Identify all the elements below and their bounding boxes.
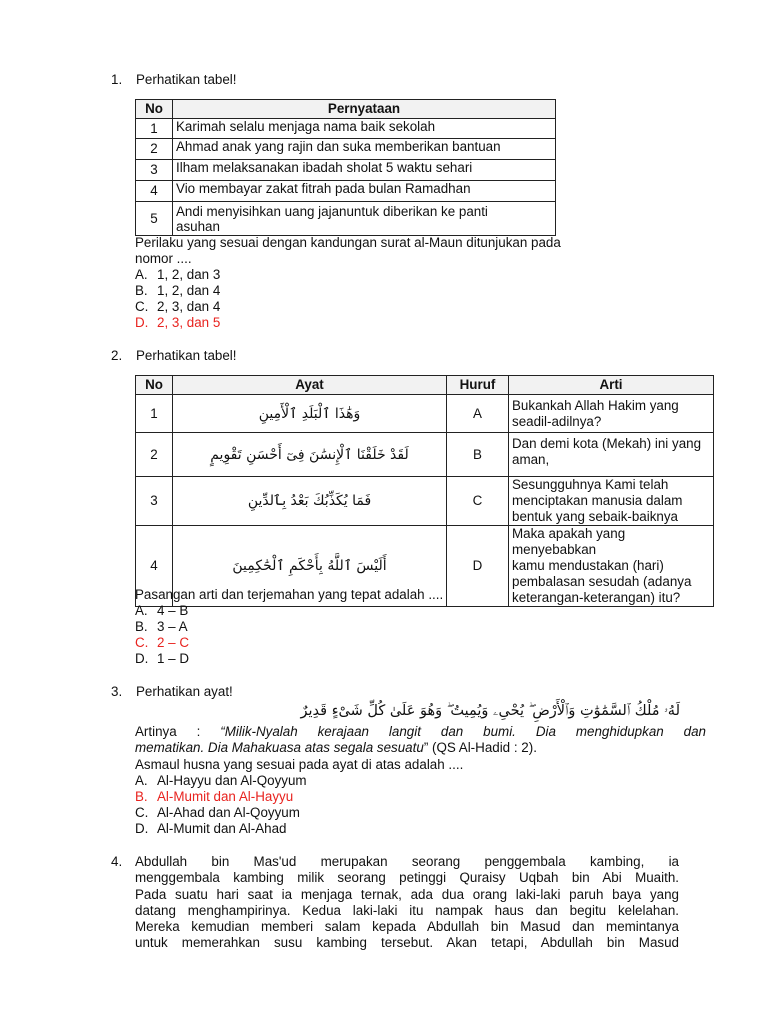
row-text: Ilham melaksanakan ibadah sholat 5 waktu sehari: [173, 160, 556, 181]
arti-line: Sesungguhnya Kami telah: [512, 477, 669, 492]
row-no: 3: [136, 477, 173, 526]
option-text: 4 – B: [157, 603, 189, 618]
question-text: Pasangan arti dan terjemahan yang tepat adalah ....: [135, 587, 444, 602]
option-d[interactable]: [135, 651, 189, 667]
question-number: 4.: [111, 854, 123, 869]
q3-ayat: لَهُۥ مُلْكُ ٱلسَّمَٰوَٰتِ وَٱلْأَرْضِ ۖ يُحْىِۦ وَيُمِيتُ ۖ وَهُوَ عَلَىٰ كُلِّ شَىْءٍ قَدِيرٌ: [300, 703, 680, 719]
paragraph-line: menggembala kambing milik seorang petinggi Quraisy Uqbah bin Abi Muaith.: [135, 870, 679, 886]
row-arti: [509, 526, 714, 607]
table-row: [136, 202, 556, 236]
artinya-text: mematikan. Dia Mahakuasa atas segala sesuatu: [135, 740, 424, 756]
arti-line: kamu mendustakan (hari): [512, 558, 664, 573]
arti-line: Maka apakah yang menyebabkan: [512, 526, 626, 557]
q4-paragraph: [135, 854, 679, 952]
table-row: [136, 160, 556, 181]
question-text: Perilaku yang sesuai dengan kandungan surat al-Maun ditunjukan pada: [135, 235, 561, 250]
row-huruf: D: [447, 526, 509, 607]
row-text-line: Andi menyisihkan uang jajanuntuk diberikan ke panti: [176, 203, 488, 219]
option-letter: B.: [135, 283, 148, 298]
option-a[interactable]: [135, 267, 220, 283]
header-ayat: Ayat: [173, 376, 447, 395]
artinya-line: [135, 724, 706, 740]
option-letter: C.: [135, 805, 149, 820]
row-text: Ahmad anak yang rajin dan suka memberikan bantuan: [173, 139, 556, 160]
row-huruf: A: [447, 395, 509, 433]
option-b[interactable]: [135, 283, 220, 299]
row-text: Vio membayar zakat fitrah pada bulan Ramadhan: [173, 181, 556, 202]
question-intro: Perhatikan tabel!: [136, 348, 237, 363]
option-letter: D.: [135, 821, 149, 836]
option-c[interactable]: [135, 299, 220, 315]
q3-artinya: [135, 724, 706, 773]
paragraph-line: datang menghampirinya. Kedua laki-laki itu nampak haus dan begitu kelelahan.: [135, 902, 679, 918]
option-letter: D.: [135, 315, 149, 330]
table-row: [136, 119, 556, 139]
option-a[interactable]: [135, 773, 307, 789]
table-row: [136, 139, 556, 160]
option-letter: D.: [135, 651, 149, 666]
row-huruf: C: [447, 477, 509, 526]
header-huruf: Huruf: [447, 376, 509, 395]
artinya-label: Artinya :: [135, 724, 201, 739]
question-text: nomor ....: [135, 251, 192, 267]
paragraph-line: Pada suatu hari saat ia menjaga ternak, ada dua orang laki-laki paruh baya yang: [135, 886, 679, 902]
paragraph-line: untuk memerahkan susu kambing tersebut. Akan tetapi, Abdullah bin Masud: [135, 935, 679, 951]
option-letter: C.: [135, 635, 149, 650]
option-letter: A.: [135, 603, 148, 618]
row-no: 5: [136, 202, 173, 236]
row-text: [173, 202, 556, 236]
row-ayat: فَمَا يُكَذِّبُكَ بَعْدُ بِٱلدِّينِ: [173, 477, 447, 526]
row-ayat: أَلَيْسَ ٱللَّهُ بِأَحْكَمِ ٱلْحَٰكِمِينَ: [173, 526, 447, 607]
arti-line: Dan demi kota (Mekah) ini yang: [512, 436, 702, 451]
paragraph-line: Mereka kemudian memberi salam kepada Abdullah bin Masud dan memintanya: [135, 919, 679, 935]
question-text: Asmaul husna yang sesuai pada ayat di atas adalah ....: [135, 756, 464, 772]
table-row: [136, 477, 714, 526]
q1-table: [135, 99, 556, 236]
artinya-line: [135, 740, 706, 756]
row-ayat: لَقَدْ خَلَقْنَا ٱلْإِنسَٰنَ فِىٓ أَحْسَنِ تَقْوِيمٍ: [173, 433, 447, 477]
row-text-line: asuhan: [176, 218, 220, 234]
option-d-answer[interactable]: [135, 315, 220, 331]
artinya-source: ” (QS Al-Hadid : 2).: [423, 740, 537, 756]
arti-line: keterangan-keterangan) itu?: [512, 590, 681, 605]
option-b[interactable]: [135, 619, 188, 635]
row-no: 1: [136, 119, 173, 139]
table-row: [136, 433, 714, 477]
option-c-answer[interactable]: [135, 635, 189, 651]
option-letter: C.: [135, 299, 149, 314]
question-number: 3.: [111, 684, 123, 699]
option-text: Al-Mumit dan Al-Hayyu: [157, 789, 294, 804]
header-arti: Arti: [509, 376, 714, 395]
option-letter: B.: [135, 789, 148, 804]
option-text: 2, 3, dan 5: [157, 315, 221, 330]
question-intro: Perhatikan ayat!: [136, 684, 233, 699]
q2-question: [135, 587, 443, 603]
option-text: 3 – A: [157, 619, 188, 634]
row-arti: [509, 477, 714, 526]
option-b-answer[interactable]: [135, 789, 293, 805]
option-letter: B.: [135, 619, 148, 634]
row-no: 4: [136, 181, 173, 202]
option-text: Al-Hayyu dan Al-Qoyyum: [157, 773, 307, 788]
option-text: 2 – C: [157, 635, 190, 650]
row-text: Karimah selalu menjaga nama baik sekolah: [173, 119, 556, 139]
row-no: 4: [136, 526, 173, 607]
row-no: 2: [136, 433, 173, 477]
option-text: Al-Ahad dan Al-Qoyyum: [157, 805, 300, 820]
arti-line: menciptakan manusia dalam: [512, 493, 683, 508]
option-c[interactable]: [135, 805, 300, 821]
arti-line: seadil-adilnya?: [512, 413, 602, 429]
arti-line: Bukankah Allah Hakim yang: [512, 397, 679, 413]
paragraph-line: Abdullah bin Mas'ud merupakan seorang penggembala kambing, ia: [135, 854, 679, 869]
option-d[interactable]: [135, 821, 287, 837]
option-text: 1, 2, dan 4: [157, 283, 221, 298]
row-huruf: B: [447, 433, 509, 477]
option-text: Al-Mumit dan Al-Ahad: [157, 821, 287, 836]
row-arti: [509, 433, 714, 477]
header-pernyataan: Pernyataan: [173, 100, 556, 119]
q1-question: [135, 235, 561, 268]
arti-line: aman,: [512, 452, 550, 467]
row-ayat: وَهَٰذَا ٱلْبَلَدِ ٱلْأَمِينِ: [173, 395, 447, 433]
row-arti: [509, 395, 714, 433]
option-text: 2, 3, dan 4: [157, 299, 221, 314]
artinya-text: “Milik-Nyalah kerajaan langit dan bumi. Dia menghidupkan dan: [220, 724, 706, 739]
table-row: [136, 181, 556, 202]
option-text: 1 – D: [157, 651, 190, 666]
question-number: 1.: [111, 72, 123, 87]
arti-line: bentuk yang sebaik-baiknya: [512, 509, 679, 524]
row-no: 1: [136, 395, 173, 433]
question-intro: Perhatikan tabel!: [136, 72, 237, 87]
q2-table: [135, 375, 714, 607]
option-text: 1, 2, dan 3: [157, 267, 221, 282]
header-no: No: [136, 100, 173, 119]
table-row: [136, 395, 714, 433]
header-no: No: [136, 376, 173, 395]
option-letter: A.: [135, 267, 148, 282]
row-no: 3: [136, 160, 173, 181]
arti-line: pembalasan sesudah (adanya: [512, 574, 692, 589]
question-number: 2.: [111, 348, 123, 363]
option-letter: A.: [135, 773, 148, 788]
option-a[interactable]: [135, 603, 188, 619]
row-no: 2: [136, 139, 173, 160]
